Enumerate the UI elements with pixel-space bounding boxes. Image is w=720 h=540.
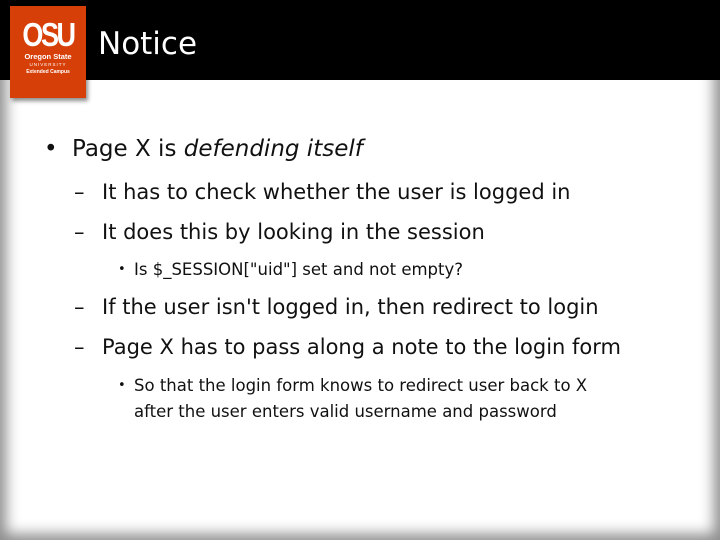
dash-marker: –	[74, 295, 85, 319]
bullet-marker: •	[118, 378, 126, 393]
bullet-level2	[74, 295, 599, 319]
bullet-level2	[74, 220, 485, 244]
slide-title: Notice	[98, 26, 198, 62]
bullet-text: It has to check whether the user is logged in	[102, 180, 571, 204]
logo-name: Oregon State	[24, 52, 72, 61]
bullet-level3	[118, 260, 464, 279]
bullet-text: It does this by looking in the session	[102, 220, 485, 244]
bullet-text: Is $_SESSION["uid"] set and not empty?	[134, 260, 464, 279]
bullet-level2	[74, 335, 621, 359]
logo-campus: Extended Campus	[26, 69, 70, 75]
bullet-level2	[74, 180, 571, 204]
dash-marker: –	[74, 220, 85, 244]
bullet-text: So that the login form knows to redirect user back to X	[134, 376, 588, 395]
bullet-level3-continuation	[134, 402, 557, 421]
bullet-marker: •	[118, 262, 126, 277]
bullet-text: Page X has to pass along a note to the login form	[102, 335, 621, 359]
bullet-level3	[118, 376, 588, 395]
bullet-text: Page X is	[72, 136, 184, 162]
logo-wordmark: OSU	[22, 16, 74, 53]
bullet-emphasis: defending itself	[183, 136, 363, 162]
bullet-text: after the user enters valid username and password	[134, 402, 557, 421]
dash-marker: –	[74, 335, 85, 359]
logo-university: UNIVERSITY	[29, 62, 67, 67]
bullet-text: If the user isn't logged in, then redirect to login	[102, 295, 599, 319]
bullet-level1	[44, 136, 363, 162]
dash-marker: –	[74, 180, 85, 204]
bullet-marker: •	[44, 136, 58, 162]
